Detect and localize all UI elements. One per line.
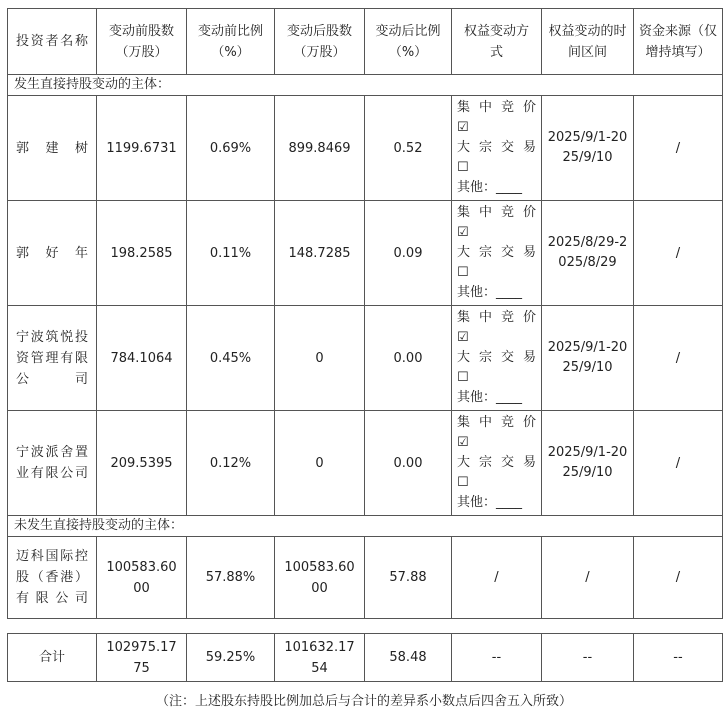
method-centralized: 集中竞价 <box>457 415 536 430</box>
change-method: / <box>452 537 542 619</box>
total-fund: -- <box>634 634 723 682</box>
header-before-shares: 变动前股数（万股） <box>97 9 187 75</box>
after-pct: 0.00 <box>365 306 452 411</box>
fund-source: / <box>634 96 723 201</box>
time-range: / <box>542 537 634 619</box>
checkbox-empty-icon: ☐ <box>457 370 469 385</box>
section-label-indirect: 未发生直接持股变动的主体： <box>8 516 723 537</box>
investor-name: 宁波筑悦投资管理有限公司 <box>8 306 97 411</box>
section-label-direct: 发生直接持股变动的主体： <box>8 75 723 96</box>
before-shares: 784.1064 <box>97 306 187 411</box>
after-pct: 57.88 <box>365 537 452 619</box>
before-shares: 100583.6000 <box>97 537 187 619</box>
before-pct: 0.45% <box>187 306 275 411</box>
change-method <box>452 306 542 411</box>
checkbox-checked-icon: ☑ <box>457 120 469 135</box>
checkbox-checked-icon: ☑ <box>457 225 469 240</box>
after-pct: 0.09 <box>365 201 452 306</box>
before-pct: 0.11% <box>187 201 275 306</box>
method-other: 其他：____ <box>457 390 523 405</box>
fund-source: / <box>634 411 723 516</box>
after-pct: 0.00 <box>365 411 452 516</box>
total-method: -- <box>452 634 542 682</box>
method-centralized: 集中竞价 <box>457 100 536 115</box>
after-shares: 0 <box>275 411 365 516</box>
after-shares: 0 <box>275 306 365 411</box>
header-before-pct: 变动前比例（%） <box>187 9 275 75</box>
investor-name: 郭好年 <box>8 201 97 306</box>
after-shares: 100583.6000 <box>275 537 365 619</box>
header-method: 权益变动方式 <box>452 9 542 75</box>
method-centralized: 集中竞价 <box>457 310 536 325</box>
checkbox-empty-icon: ☐ <box>457 160 469 175</box>
after-shares: 899.8469 <box>275 96 365 201</box>
before-pct: 57.88% <box>187 537 275 619</box>
fund-source: / <box>634 306 723 411</box>
after-shares: 148.7285 <box>275 201 365 306</box>
change-method <box>452 411 542 516</box>
time-range: 2025/9/1-2025/9/10 <box>542 96 634 201</box>
investor-name: 郭建树 <box>8 96 97 201</box>
total-table <box>7 633 723 682</box>
method-other: 其他：____ <box>457 285 523 300</box>
table-row <box>8 306 723 411</box>
total-label: 合计 <box>8 634 97 682</box>
method-block-trade: 大宗交易 <box>457 350 536 365</box>
investor-name: 宁波派舍置业有限公司 <box>8 411 97 516</box>
change-method <box>452 96 542 201</box>
change-method <box>452 201 542 306</box>
header-after-pct: 变动后比例（%） <box>365 9 452 75</box>
total-row <box>8 634 723 682</box>
table-row <box>8 96 723 201</box>
header-after-shares: 变动后股数（万股） <box>275 9 365 75</box>
fund-source: / <box>634 201 723 306</box>
total-before-pct: 59.25% <box>187 634 275 682</box>
checkbox-empty-icon: ☐ <box>457 265 469 280</box>
investor-name: 迈科国际控股（香港）有限公司 <box>8 537 97 619</box>
table-row <box>8 201 723 306</box>
before-shares: 209.5395 <box>97 411 187 516</box>
fund-source: / <box>634 537 723 619</box>
method-block-trade: 大宗交易 <box>457 455 536 470</box>
time-range: 2025/9/1-2025/9/10 <box>542 411 634 516</box>
time-range: 2025/9/1-2025/9/10 <box>542 306 634 411</box>
section-row-indirect <box>8 516 723 537</box>
total-after-pct: 58.48 <box>365 634 452 682</box>
time-range: 2025/8/29-2025/8/29 <box>542 201 634 306</box>
header-investor: 投资者名称 <box>8 9 97 75</box>
after-pct: 0.52 <box>365 96 452 201</box>
checkbox-checked-icon: ☑ <box>457 435 469 450</box>
before-pct: 0.69% <box>187 96 275 201</box>
header-time-range: 权益变动的时间区间 <box>542 9 634 75</box>
checkbox-checked-icon: ☑ <box>457 330 469 345</box>
header-row <box>8 9 723 75</box>
checkbox-empty-icon: ☐ <box>457 475 469 490</box>
method-other: 其他：____ <box>457 180 523 195</box>
method-block-trade: 大宗交易 <box>457 245 536 260</box>
method-centralized: 集中竞价 <box>457 205 536 220</box>
section-row-direct <box>8 75 723 96</box>
before-shares: 1199.6731 <box>97 96 187 201</box>
footnote: （注：上述股东持股比例加总后与合计的差异系小数点后四舍五入所致） <box>155 694 572 709</box>
before-shares: 198.2585 <box>97 201 187 306</box>
method-other: 其他：____ <box>457 495 523 510</box>
total-after-shares: 101632.1754 <box>275 634 365 682</box>
total-before-shares: 102975.1775 <box>97 634 187 682</box>
total-range: -- <box>542 634 634 682</box>
table-row <box>8 537 723 619</box>
equity-change-table <box>7 8 723 619</box>
method-block-trade: 大宗交易 <box>457 140 536 155</box>
table-row <box>8 411 723 516</box>
before-pct: 0.12% <box>187 411 275 516</box>
header-fund-source: 资金来源（仅增持填写） <box>634 9 723 75</box>
